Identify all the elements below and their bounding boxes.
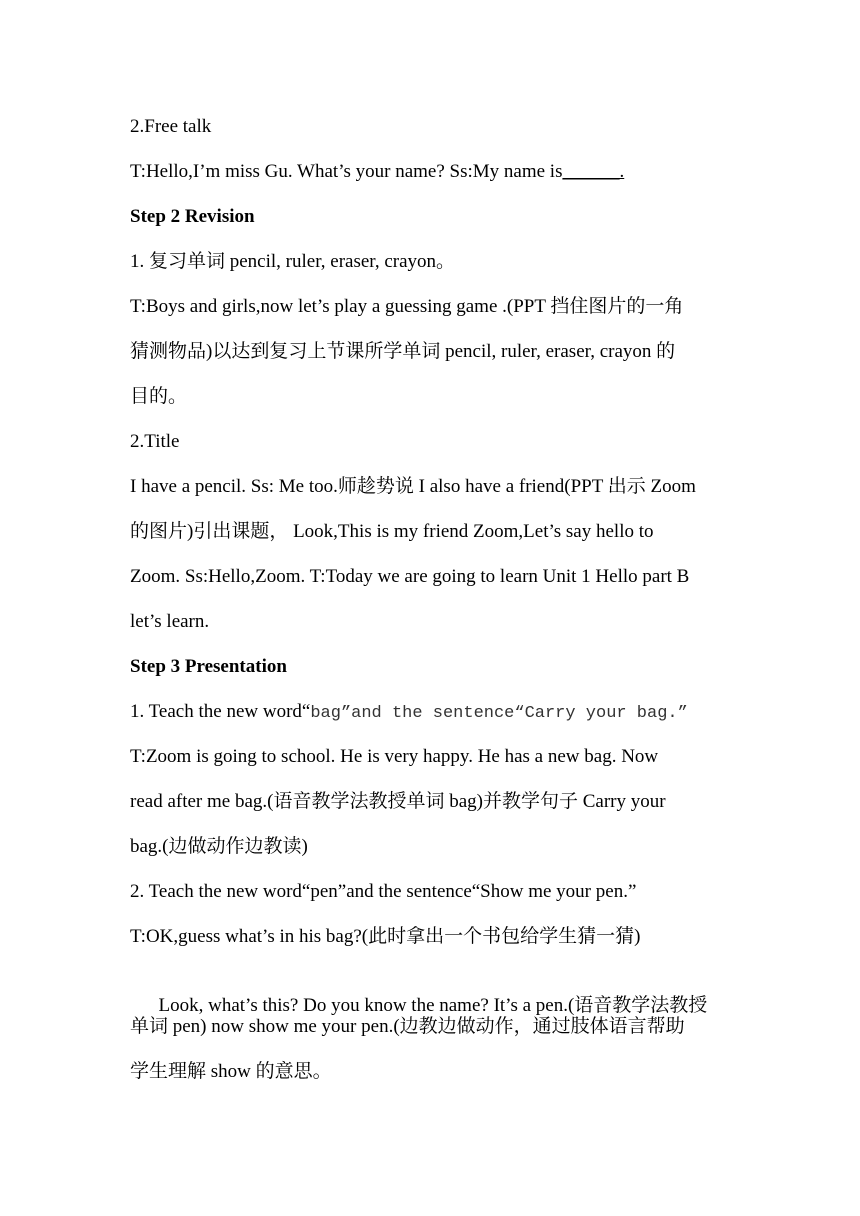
revision-paragraph-line-3-text: 目的。 [130, 386, 188, 407]
presentation-item-1-line-3 [130, 835, 750, 859]
presentation-item-2-line-3 [130, 1015, 750, 1039]
presentation-item-2-line-1-text: T:OK,guess what’s in his bag?(此时拿出一个书包给学生猜一猜) [130, 926, 641, 947]
presentation-item-1-heading [130, 700, 750, 726]
presentation-item-1-line-1 [130, 745, 750, 769]
presentation-item-1-line-2 [130, 790, 750, 814]
presentation-item-2-line-4 [130, 1060, 750, 1084]
title-heading [130, 430, 750, 454]
presentation-item-1-mono-text: bag”and the sentence“Carry your bag.” [310, 704, 688, 723]
title-paragraph-line-1-text: I have a pencil. Ss: Me too.师趁势说 I also have a friend(PPT 出示 Zoom [130, 476, 696, 497]
presentation-item-2-line-4-text: 学生理解 show 的意思。 [130, 1061, 332, 1082]
title-paragraph-line-1 [130, 475, 750, 499]
title-paragraph-line-2 [130, 520, 750, 544]
title-heading-text: 2.Title [130, 431, 180, 452]
presentation-item-2-line-3-text: 单词 pen) now show me your pen.(边教边做动作，通过肢体语言帮助 [130, 1016, 685, 1037]
step-2-heading-text: Step 2 Revision [130, 206, 255, 227]
revision-paragraph-line-2 [130, 340, 750, 364]
title-paragraph-line-3 [130, 565, 750, 589]
step-2-heading [130, 205, 750, 229]
revision-item-1-text: 1. 复习单词 pencil, ruler, eraser, crayon。 [130, 251, 456, 272]
presentation-item-2-line-1 [130, 925, 750, 949]
revision-paragraph-line-1 [130, 295, 750, 319]
revision-paragraph-line-3 [130, 385, 750, 409]
free-talk-heading [130, 115, 750, 139]
free-talk-dialogue-text: T:Hello,I’m miss Gu. What’s your name? Ss:My name is [130, 161, 563, 182]
presentation-item-1-line-1-text: T:Zoom is going to school. He is very happy. He has a new bag. Now [130, 746, 659, 767]
presentation-item-1-line-3-text: bag.(边做动作边教读) [130, 836, 308, 857]
revision-item-1 [130, 250, 750, 274]
step-3-heading-text: Step 3 Presentation [130, 656, 287, 677]
title-paragraph-line-4 [130, 610, 750, 634]
free-talk-dialogue [130, 160, 750, 184]
step-3-heading [130, 655, 750, 679]
presentation-item-2-line-2-text: Look, what’s this? Do you know the name? It’s a pen.(语音教学法教授 [149, 995, 708, 1016]
revision-paragraph-line-2-text: 猜测物品)以达到复习上节课所学单词 pencil, ruler, eraser, crayon 的 [130, 341, 676, 362]
name-blank: ______. [562, 161, 625, 182]
title-paragraph-line-4-text: let’s learn. [130, 611, 210, 632]
title-paragraph-line-3-text: Zoom. Ss:Hello,Zoom. T:Today we are going to learn Unit 1 Hello part B [130, 566, 690, 587]
title-paragraph-line-2-text: 的图片)引出课题， Look,This is my friend Zoom,Let’s say hello to [130, 521, 654, 542]
presentation-item-2-heading-text: 2. Teach the new word“pen”and the sentence“Show me your pen.” [130, 881, 637, 902]
presentation-item-2-heading [130, 880, 750, 904]
presentation-item-1-line-2-text: read after me bag.(语音教学法教授单词 bag)并教学句子 Carry your [130, 791, 666, 812]
revision-paragraph-line-1-text: T:Boys and girls,now let’s play a guessing game .(PPT 挡住图片的一角 [130, 296, 684, 317]
presentation-item-1-text: 1. Teach the new word“ [130, 701, 311, 722]
free-talk-heading-text: 2.Free talk [130, 116, 212, 137]
